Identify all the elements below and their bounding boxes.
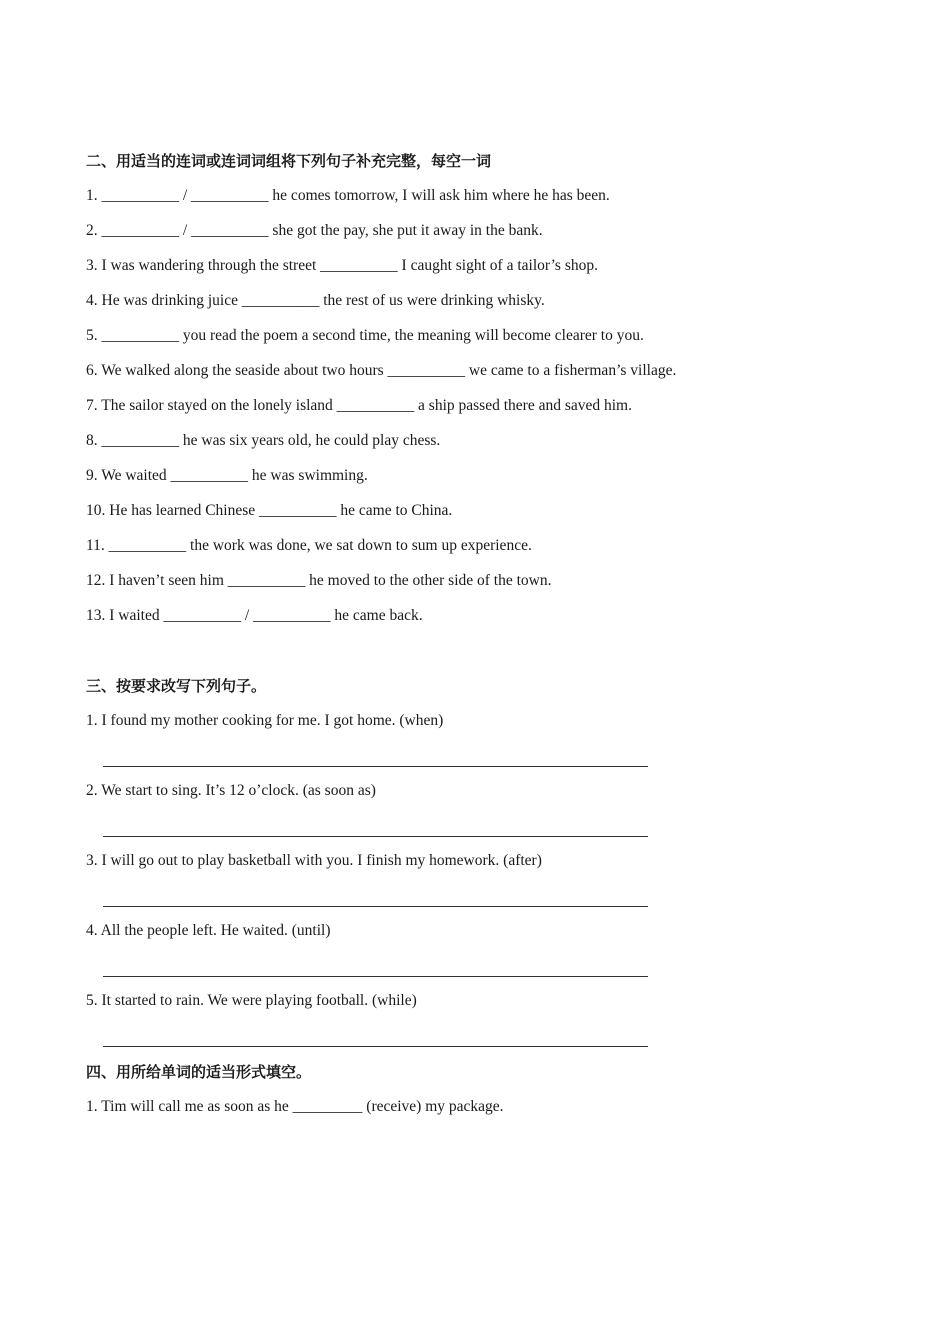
s4-item-1: 1. Tim will call me as soon as he _________ (receive) my package.	[86, 1098, 504, 1115]
s2-item-5: 5. __________ you read the poem a second time, the meaning will become clearer to you.	[86, 327, 644, 344]
s3-item-1: 1. I found my mother cooking for me. I got home. (when)	[86, 712, 444, 729]
s2-item-10: 10. He has learned Chinese __________ he came to China.	[86, 502, 453, 519]
s3-answer-line-1[interactable]	[103, 766, 648, 767]
s2-item-12: 12. I haven’t seen him __________ he moved to the other side of the town.	[86, 572, 552, 589]
s3-answer-line-5[interactable]	[103, 1046, 648, 1047]
s3-item-4: 4. All the people left. He waited. (until)	[86, 922, 331, 939]
s2-item-9: 9. We waited __________ he was swimming.	[86, 467, 368, 484]
section-2-heading: 二、用适当的连词或连词词组将下列句子补充完整，每空一词	[86, 152, 492, 170]
s3-answer-line-2[interactable]	[103, 836, 648, 837]
s2-item-13: 13. I waited __________ / __________ he came back.	[86, 607, 423, 624]
s2-item-4: 4. He was drinking juice __________ the rest of us were drinking whisky.	[86, 292, 545, 309]
s2-item-1: 1. __________ / __________ he comes tomorrow, I will ask him where he has been.	[86, 187, 610, 204]
s2-item-6: 6. We walked along the seaside about two hours __________ we came to a fisherman’s village.	[86, 362, 677, 379]
s2-item-2: 2. __________ / __________ she got the pay, she put it away in the bank.	[86, 222, 543, 239]
section-3-heading: 三、按要求改写下列句子。	[86, 677, 267, 695]
s3-answer-line-3[interactable]	[103, 906, 648, 907]
section-4-heading: 四、用所给单词的适当形式填空。	[86, 1063, 312, 1081]
s3-answer-line-4[interactable]	[103, 976, 648, 977]
s2-item-11: 11. __________ the work was done, we sat down to sum up experience.	[86, 537, 532, 554]
s2-item-3: 3. I was wandering through the street __________ I caught sight of a tailor’s shop.	[86, 257, 598, 274]
s3-item-2: 2. We start to sing. It’s 12 o’clock. (as soon as)	[86, 782, 376, 799]
s3-item-3: 3. I will go out to play basketball with you. I finish my homework. (after)	[86, 852, 542, 869]
s2-item-7: 7. The sailor stayed on the lonely island __________ a ship passed there and saved him.	[86, 397, 632, 414]
s3-item-5: 5. It started to rain. We were playing football. (while)	[86, 992, 417, 1009]
s2-item-8: 8. __________ he was six years old, he could play chess.	[86, 432, 441, 449]
